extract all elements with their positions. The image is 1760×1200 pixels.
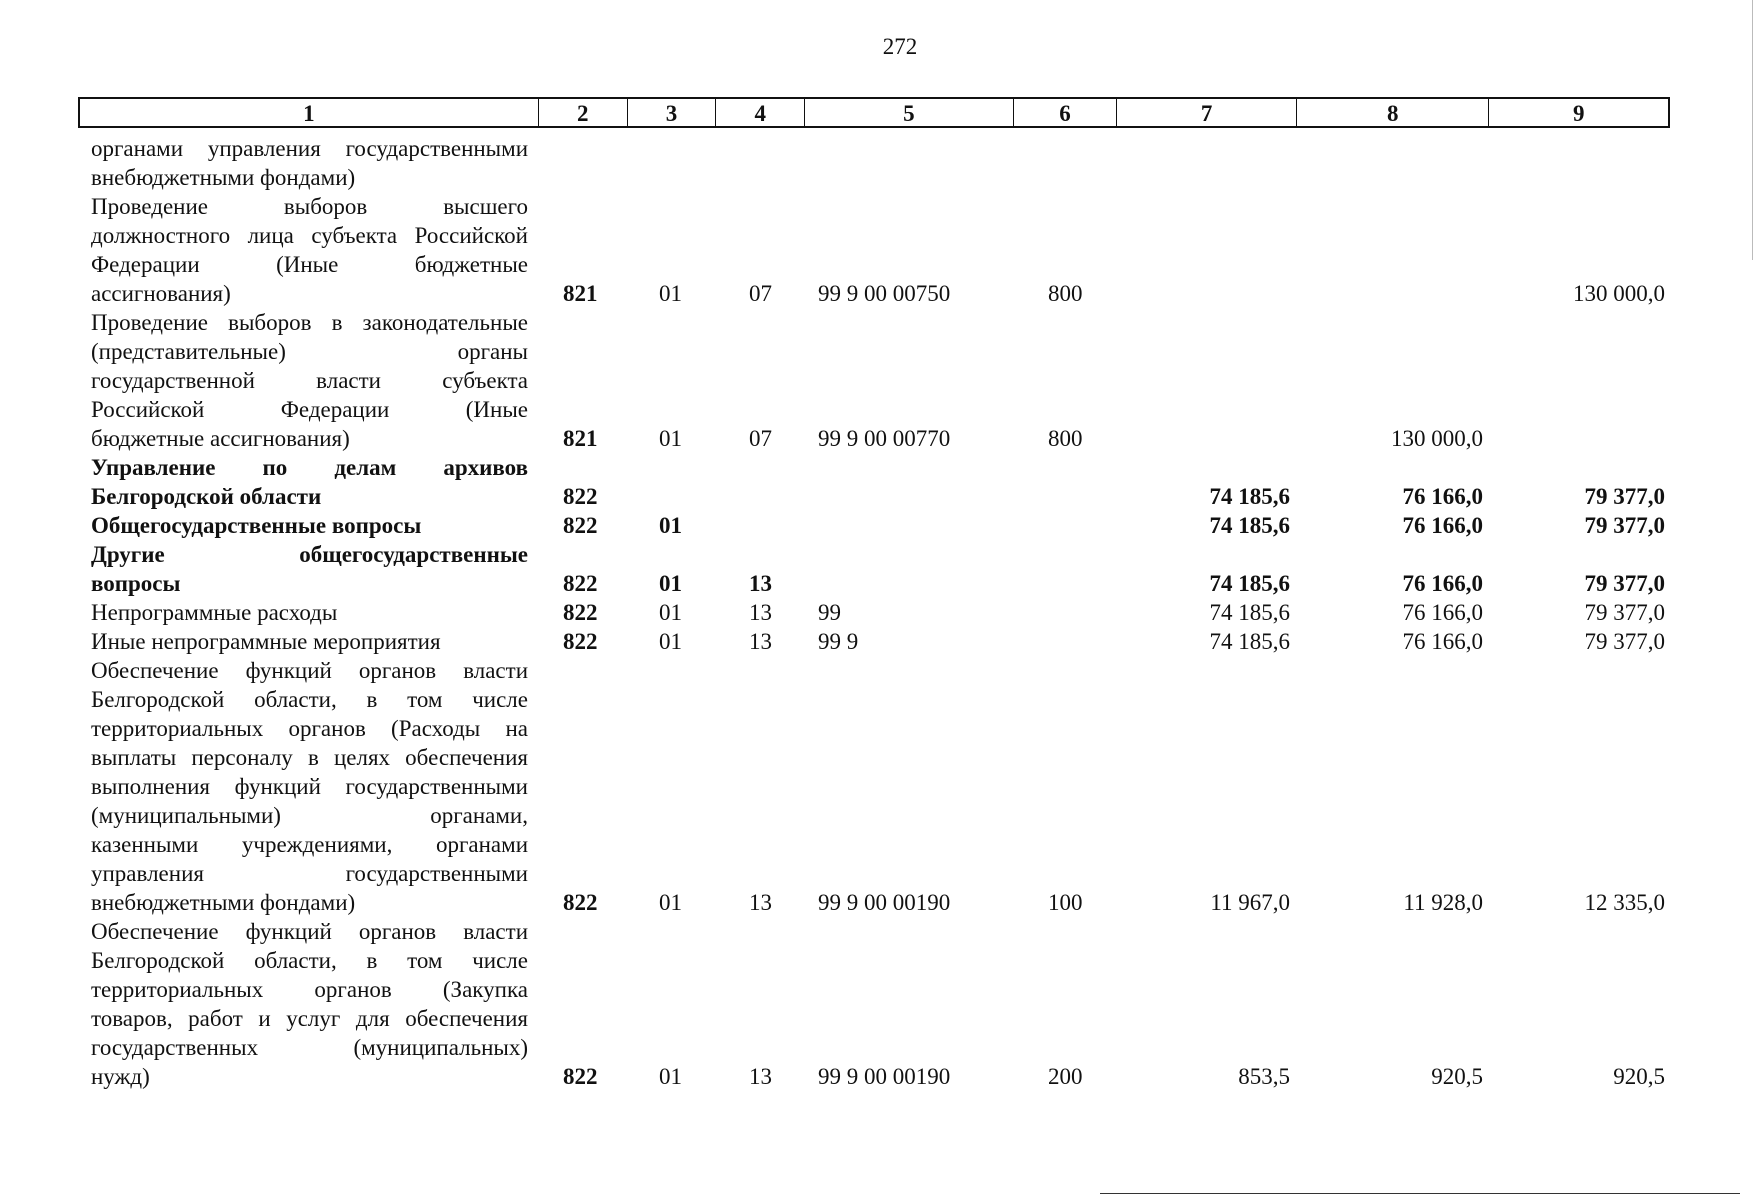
description-line: выплаты персоналу в целях обеспечения: [91, 745, 528, 770]
cell-col-9: 130 000,0: [1573, 281, 1665, 306]
row-description: [91, 134, 528, 192]
description-line: Белгородской области: [91, 484, 322, 509]
header-col-7: 7: [1117, 99, 1297, 126]
description-line: внебюджетными фондами): [91, 890, 356, 915]
cell-col-8: 76 166,0: [1402, 484, 1483, 509]
cell-col-7: 11 967,0: [1210, 890, 1290, 915]
cell-col-2: 822: [563, 600, 598, 625]
cell-col-8: 130 000,0: [1391, 426, 1483, 451]
cell-col-4: 13: [749, 1064, 772, 1089]
cell-col-4: 13: [749, 890, 772, 915]
description-line: Проведение выборов в законодательные: [91, 310, 528, 335]
row-description: [91, 192, 528, 308]
header-col-6: 6: [1014, 99, 1118, 126]
description-line: Иные непрограммные мероприятия: [91, 629, 441, 654]
header-col-3: 3: [628, 99, 717, 126]
row-description: [91, 917, 528, 1091]
cell-col-3: 01: [659, 600, 682, 625]
cell-col-2: 821: [563, 281, 598, 306]
cell-col-7: 74 185,6: [1209, 629, 1290, 654]
cell-col-9: 79 377,0: [1584, 600, 1665, 625]
description-line: нужд): [91, 1064, 150, 1089]
cell-col-2: 822: [563, 629, 598, 654]
row-description: [91, 511, 528, 540]
cell-col-7: 853,5: [1238, 1064, 1290, 1089]
header-col-2: 2: [539, 99, 628, 126]
cell-col-4: 13: [749, 600, 772, 625]
cell-col-4: 13: [749, 629, 772, 654]
description-line: органами управления государственными: [91, 136, 528, 161]
cell-col-3: 01: [659, 890, 682, 915]
description-line: внебюджетными фондами): [91, 165, 356, 190]
description-line: (представительные) органы: [91, 339, 528, 364]
cell-col-5: 99 9 00 00190: [818, 890, 951, 915]
cell-col-3: 01: [659, 513, 682, 538]
description-line: Общегосударственные вопросы: [91, 513, 422, 538]
cell-col-7: 74 185,6: [1209, 484, 1290, 509]
description-line: выполнения функций государственными: [91, 774, 528, 799]
cell-col-5: 99 9 00 00190: [818, 1064, 951, 1089]
cell-col-9: 79 377,0: [1584, 484, 1665, 509]
description-line: бюджетные ассигнования): [91, 426, 350, 451]
cell-col-8: 920,5: [1431, 1064, 1483, 1089]
cell-col-2: 822: [563, 1064, 598, 1089]
header-col-9: 9: [1572, 101, 1585, 126]
description-line: территориальных органов (Расходы на: [91, 716, 528, 741]
cell-col-4: 13: [749, 571, 772, 596]
row-description: [91, 453, 528, 511]
cell-col-4: 07: [749, 281, 772, 306]
description-line: Белгородской области, в том числе: [91, 948, 528, 973]
cell-col-8: 11 928,0: [1403, 890, 1483, 915]
cell-col-6: 800: [1048, 281, 1083, 306]
cell-col-8: 76 166,0: [1402, 629, 1483, 654]
description-line: (муниципальными) органами,: [91, 803, 528, 828]
description-line: казенными учреждениями, органами: [91, 832, 528, 857]
cell-col-8: 76 166,0: [1402, 600, 1483, 625]
description-line: ассигнования): [91, 281, 231, 306]
description-line: государственных (муниципальных): [91, 1035, 528, 1060]
cell-col-7: 74 185,6: [1209, 600, 1290, 625]
cell-col-9: 920,5: [1613, 1064, 1665, 1089]
description-line: Российской Федерации (Иные: [91, 397, 528, 422]
cell-col-3: 01: [659, 571, 682, 596]
row-description: [91, 308, 528, 453]
header-col-1: 1: [80, 99, 539, 126]
cell-col-9: 79 377,0: [1584, 629, 1665, 654]
description-line: территориальных органов (Закупка: [91, 977, 528, 1002]
footer-rule: [1100, 1193, 1740, 1194]
cell-col-2: 822: [563, 571, 598, 596]
cell-col-2: 822: [563, 513, 598, 538]
description-line: государственной власти субъекта: [91, 368, 528, 393]
cell-col-3: 01: [659, 629, 682, 654]
cell-col-4: 07: [749, 426, 772, 451]
header-col-4: 4: [716, 99, 805, 126]
table-header: [78, 97, 1670, 128]
row-description: [91, 598, 528, 627]
cell-col-2: 822: [563, 890, 598, 915]
cell-col-2: 822: [563, 484, 598, 509]
description-line: Обеспечение функций органов власти: [91, 919, 528, 944]
cell-col-6: 800: [1048, 426, 1083, 451]
description-line: товаров, работ и услуг для обеспечения: [91, 1006, 528, 1031]
row-description: [91, 627, 528, 656]
row-description: [91, 540, 528, 598]
description-line: Белгородской области, в том числе: [91, 687, 528, 712]
cell-col-3: 01: [659, 426, 682, 451]
row-description: [91, 656, 528, 917]
cell-col-6: 200: [1048, 1064, 1083, 1089]
header-col-8: 8: [1297, 99, 1490, 126]
cell-col-3: 01: [659, 1064, 682, 1089]
description-line: Непрограммные расходы: [91, 600, 338, 625]
cell-col-9: 79 377,0: [1584, 513, 1665, 538]
cell-col-5: 99 9: [818, 629, 859, 654]
cell-col-2: 821: [563, 426, 598, 451]
description-line: Другие общегосударственные: [91, 542, 528, 567]
cell-col-5: 99 9 00 00750: [818, 281, 951, 306]
header-col-5: 5: [805, 99, 1013, 126]
cell-col-5: 99: [818, 600, 841, 625]
cell-col-7: 74 185,6: [1209, 571, 1290, 596]
cell-col-9: 79 377,0: [1584, 571, 1665, 596]
description-line: Проведение выборов высшего: [91, 194, 528, 219]
description-line: должностного лица субъекта Российской: [91, 223, 528, 248]
cell-col-6: 100: [1048, 890, 1083, 915]
description-line: Управление по делам архивов: [91, 455, 528, 480]
description-line: Обеспечение функций органов власти: [91, 658, 528, 683]
page-number: 272: [882, 34, 918, 59]
cell-col-9: 12 335,0: [1584, 890, 1665, 915]
cell-col-7: 74 185,6: [1209, 513, 1290, 538]
description-line: вопросы: [91, 571, 181, 596]
description-line: управления государственными: [91, 861, 528, 886]
cell-col-5: 99 9 00 00770: [818, 426, 951, 451]
cell-col-8: 76 166,0: [1402, 571, 1483, 596]
description-line: Федерации (Иные бюджетные: [91, 252, 528, 277]
cell-col-8: 76 166,0: [1402, 513, 1483, 538]
cell-col-3: 01: [659, 281, 682, 306]
